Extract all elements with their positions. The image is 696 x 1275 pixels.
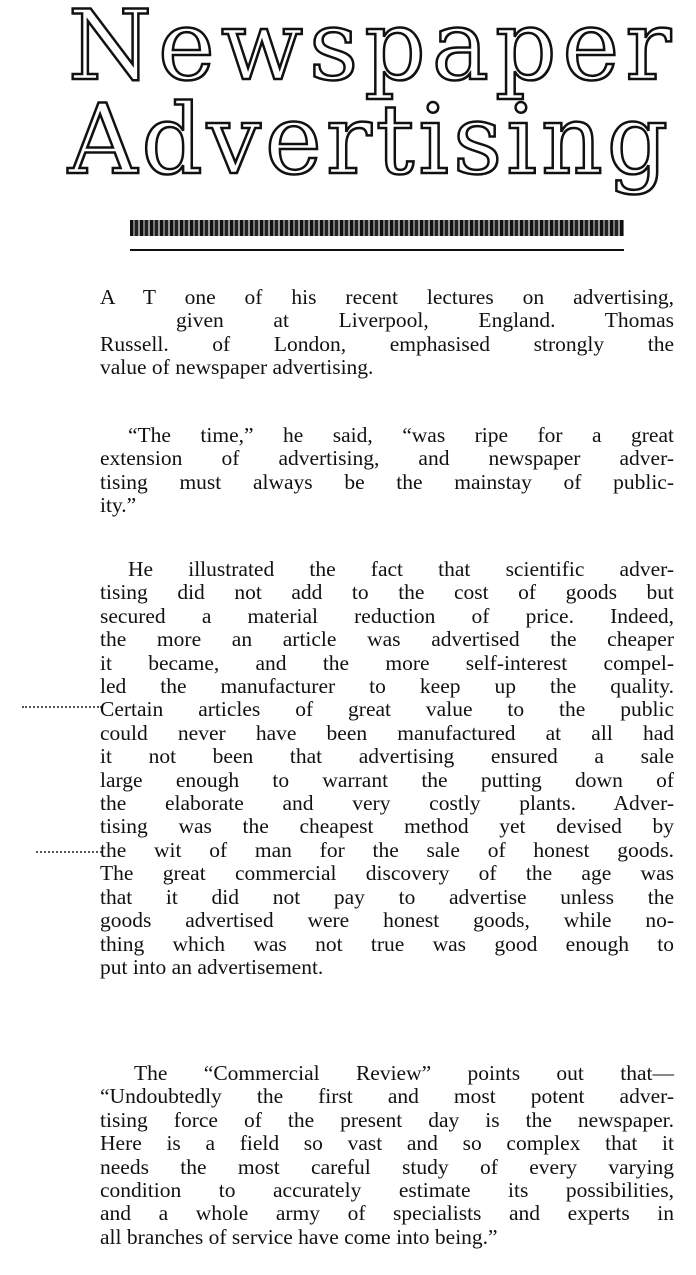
- margin-dots: [36, 851, 102, 854]
- text-line: all branches of service have come into being.”: [100, 1224, 498, 1249]
- paragraph-1: [100, 286, 674, 380]
- text-line: the more an article was advertised the cheaper: [100, 627, 674, 652]
- margin-dots: [22, 706, 102, 709]
- text-line: put into an advertisement.: [100, 954, 324, 979]
- text-line: secured a material reduction of price. Indeed,: [100, 603, 674, 628]
- text-line: it not been that advertising ensured a sale: [100, 744, 674, 769]
- text-line: He illustrated the fact that scientific adver-: [128, 557, 674, 581]
- text-line: that it did not pay to advertise unless the: [100, 884, 674, 909]
- headline-line-1: Newspaper: [68, 0, 678, 102]
- decorative-rule-band: [130, 220, 624, 236]
- paragraph-4: [100, 1062, 674, 1249]
- text-line: needs the most careful study of every varying: [100, 1154, 674, 1179]
- text-line: A T one of his recent lectures on advertising,: [100, 285, 674, 309]
- headline-line-2: Advertising: [68, 84, 673, 196]
- paragraph-3: [100, 558, 674, 979]
- text-line: the elaborate and very costly plants. Adver-: [100, 791, 674, 816]
- text-line: Here is a field so vast and so complex that it: [100, 1131, 674, 1156]
- text-line: Russell. of London, emphasised strongly the: [100, 331, 674, 356]
- text-line: large enough to warrant the putting down of: [100, 767, 674, 792]
- divider-line: [130, 249, 624, 251]
- text-line: the wit of man for the sale of honest goods.: [100, 837, 674, 862]
- text-line: thing which was not true was good enough to: [100, 931, 674, 956]
- text-line: ity.”: [100, 493, 137, 518]
- text-line: value of newspaper advertising.: [100, 355, 374, 380]
- text-line: it became, and the more self-interest compel-: [100, 650, 674, 675]
- text-line: tising did not add to the cost of goods but: [100, 580, 674, 605]
- text-line: Certain articles of great value to the public: [100, 697, 674, 722]
- text-line: goods advertised were honest goods, while no-: [100, 908, 674, 933]
- text-line: “The time,” he said, “was ripe for a great: [128, 423, 674, 447]
- text-line: and a whole army of specialists and experts in: [100, 1201, 674, 1226]
- text-line: tising force of the present day is the newspaper.: [100, 1107, 674, 1132]
- paragraph-2: [100, 424, 674, 518]
- text-line: given at Liverpool, England. Thomas: [176, 308, 674, 333]
- text-line: The great commercial discovery of the age was: [100, 861, 674, 886]
- text-line: “Undoubtedly the first and most potent adver-: [100, 1084, 674, 1109]
- text-line: The “Commercial Review” points out that—: [134, 1061, 674, 1085]
- text-line: extension of advertising, and newspaper adver-: [100, 446, 674, 471]
- text-line: could never have been manufactured at all had: [100, 720, 674, 745]
- text-line: tising was the cheapest method yet devised by: [100, 814, 674, 839]
- text-line: led the manufacturer to keep up the quality.: [100, 674, 674, 699]
- text-line: condition to accurately estimate its possibilities,: [100, 1178, 674, 1203]
- text-line: tising must always be the mainstay of public-: [100, 469, 674, 494]
